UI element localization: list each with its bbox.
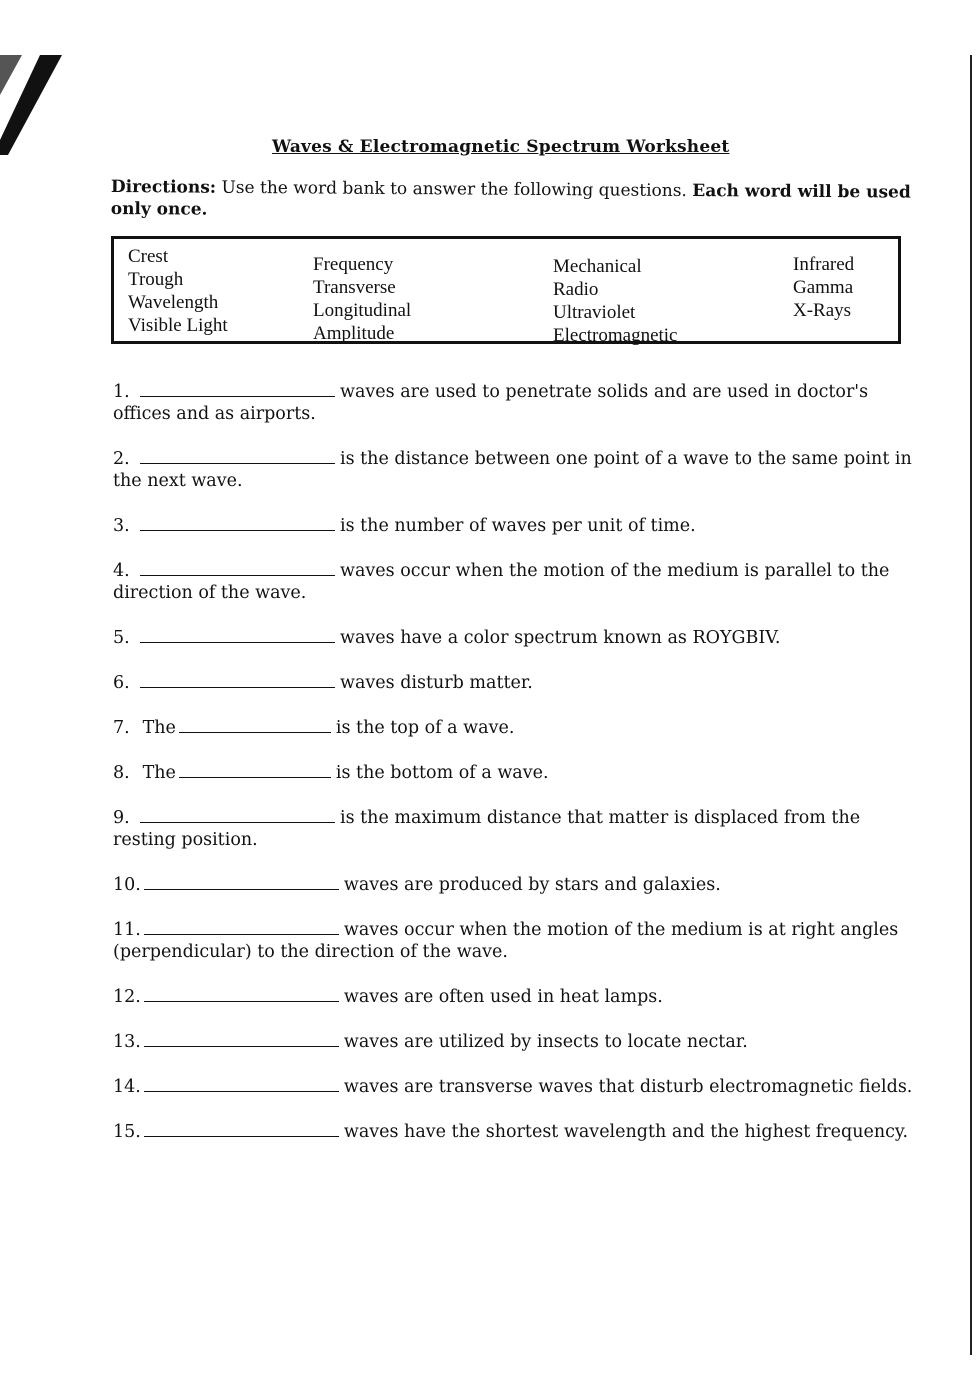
scan-artifact-slash [0,55,70,155]
word-bank-column [128,245,228,337]
answer-blank[interactable] [140,561,335,576]
question-text: is the bottom of a wave. [335,763,549,783]
answer-blank[interactable] [144,987,339,1002]
question-number: 9. [113,808,130,828]
question-number: 13. [113,1032,141,1052]
directions-label: Directions: [110,176,217,198]
answer-blank[interactable] [144,1077,339,1092]
question-number: 3. [113,516,130,536]
question-text: waves are utilized by insects to locate nectar. [343,1032,748,1052]
question-text: waves are often used in heat lamps. [343,987,663,1007]
question-item [113,762,913,784]
word-bank-word: Crest [128,246,169,267]
word-bank-word: Amplitude [313,323,395,344]
question-number: 4. [113,561,130,581]
question-number: 15. [113,1122,141,1142]
question-prefix: The [142,718,176,738]
answer-blank[interactable] [140,808,335,823]
answer-blank[interactable] [140,449,335,464]
question-number: 8. [113,763,130,783]
word-bank-column [793,253,854,322]
word-bank-word: Ultraviolet [553,302,636,323]
answer-blank[interactable] [179,763,331,778]
question-text: is the number of waves per unit of time. [340,516,696,536]
question-number: 6. [113,673,130,693]
directions [111,176,911,226]
question-item [113,807,913,851]
question-number: 7. [113,718,130,738]
question-number: 10. [113,875,141,895]
question-number: 1. [113,382,130,402]
word-bank-word: Gamma [793,277,854,298]
question-item [113,919,913,963]
question-text: is the distance between one point of a wave to the same point in the next wave. [113,449,912,491]
answer-blank[interactable] [144,1032,339,1047]
word-bank-word: Mechanical [553,256,642,277]
question-number: 14. [113,1077,141,1097]
question-list [113,381,913,1166]
question-text: is the maximum distance that matter is displaced from the resting position. [113,808,861,850]
question-item [113,381,913,425]
word-bank-word: Longitudinal [313,300,412,321]
question-item [113,717,913,739]
answer-blank[interactable] [144,875,339,890]
question-item [113,986,913,1008]
question-item [113,560,913,604]
word-bank-word: Infrared [793,254,855,275]
question-number: 12. [113,987,141,1007]
question-item [113,1031,913,1053]
answer-blank[interactable] [140,628,335,643]
question-item [113,1121,913,1143]
question-item [113,1076,913,1098]
question-text: waves are produced by stars and galaxies. [343,875,721,895]
answer-blank[interactable] [140,382,335,397]
page-edge [970,55,972,1355]
question-text: waves have the shortest wavelength and the highest frequency. [343,1122,909,1142]
question-item [113,627,913,649]
question-text: waves disturb matter. [340,673,533,693]
question-item [113,874,913,896]
question-number: 5. [113,628,130,648]
question-item [113,448,913,492]
question-number: 11. [113,920,141,940]
word-bank-word: X-Rays [793,300,852,321]
question-text: waves have a color spectrum known as ROYGBIV. [340,628,781,648]
question-text: waves are transverse waves that disturb electromagnetic fields. [343,1077,913,1097]
answer-blank[interactable] [144,920,339,935]
word-bank-word: Electromagnetic [553,325,678,346]
question-item [113,672,913,694]
question-prefix: The [142,763,176,783]
question-text: waves occur when the motion of the medium is at right angles (perpendicular) to the direction of the wave. [113,920,899,962]
question-item [113,515,913,537]
answer-blank[interactable] [140,673,335,688]
question-number: 2. [113,449,130,469]
answer-blank[interactable] [179,718,331,733]
word-bank-word: Wavelength [128,292,219,313]
answer-blank[interactable] [144,1122,339,1137]
word-bank-column [313,253,411,345]
word-bank [111,236,901,344]
word-bank-word: Transverse [313,277,396,298]
word-bank-word: Radio [553,279,599,300]
word-bank-word: Frequency [313,254,394,275]
answer-blank[interactable] [140,516,335,531]
word-bank-word: Visible Light [128,315,228,336]
question-text: waves occur when the motion of the medium is parallel to the direction of the wave. [113,561,890,603]
question-text: waves are used to penetrate solids and are used in doctor's offices and as airports. [113,382,869,424]
worksheet-title: Waves & Electromagnetic Spectrum Worksheet [272,137,730,157]
word-bank-column [553,255,678,347]
directions-emphasis: Each word will be used only once. [110,181,911,220]
directions-text: Use the word bank to answer the following questions. [216,177,693,202]
question-text: is the top of a wave. [335,718,515,738]
word-bank-word: Trough [128,269,184,290]
